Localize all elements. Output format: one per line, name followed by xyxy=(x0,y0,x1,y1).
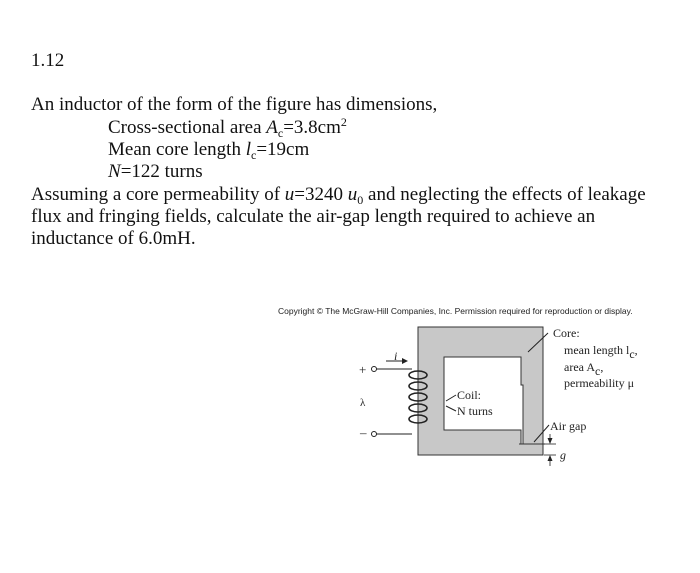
spec-area-symbol: A xyxy=(266,117,278,138)
spec-area-exp: 2 xyxy=(340,115,347,129)
plus-sign: + xyxy=(359,362,367,377)
spec-area-value: =3.8cm xyxy=(283,117,341,138)
gap-arrowhead-down xyxy=(548,438,553,444)
problem-number: 1.12 xyxy=(31,50,65,71)
area-text: area A xyxy=(564,360,595,374)
bottom-terminal xyxy=(372,432,377,437)
coil-leader xyxy=(446,395,456,401)
current-arrowhead xyxy=(402,358,408,364)
assume-text-1: Assuming a core permeability of xyxy=(31,184,285,205)
spec-area-sub: c xyxy=(277,126,284,140)
spec-length-sub: c xyxy=(250,148,257,162)
minus-sign: – xyxy=(360,425,367,440)
area-label: area $A_c$, xyxy=(564,360,604,378)
lambda-symbol: λ xyxy=(360,397,366,409)
air-gap-label: Air gap xyxy=(550,419,587,433)
coil-label: Coil: xyxy=(457,388,482,402)
spec-area-prefix: Cross-sectional area xyxy=(108,117,267,138)
mean-length-label: mean length $l_c$, xyxy=(564,343,638,361)
spec-turns-value: =122 turns xyxy=(120,161,203,182)
gap-symbol: g xyxy=(560,448,566,462)
spec-length-symbol: l xyxy=(245,139,251,160)
turns-label: N turns xyxy=(457,404,493,418)
assume-value: =3240 xyxy=(294,184,348,205)
spec-turns-symbol: N xyxy=(108,161,121,182)
spec-length-value: =19cm xyxy=(256,139,310,160)
spec-length-prefix: Mean core length xyxy=(108,139,246,160)
assume-text-2: and neglecting the effects of leakage flux and fringing fields, calculate the air-gap length required to achieve an inductance of 6.0mH. xyxy=(31,184,646,249)
assume-mu: u xyxy=(284,184,295,205)
assume-mu0-sub: 0 xyxy=(357,193,364,207)
problem-intro: An inductor of the form of the figure has dimensions, xyxy=(31,94,438,115)
mean-length-sub: c xyxy=(629,347,635,361)
mean-length-text: mean length l xyxy=(564,343,630,357)
turns-leader xyxy=(446,406,456,411)
permeability-label: permeability μ xyxy=(564,376,635,390)
top-terminal xyxy=(372,367,377,372)
assume-mu0: u xyxy=(347,184,358,205)
copyright-notice: Copyright © The McGraw-Hill Companies, Inc. Permission required for reproduction or display. xyxy=(278,306,633,316)
area-sub: c xyxy=(594,364,601,378)
core-label: Core: xyxy=(553,326,580,340)
gap-arrowhead-up xyxy=(548,455,553,461)
current-symbol: i xyxy=(394,349,398,363)
